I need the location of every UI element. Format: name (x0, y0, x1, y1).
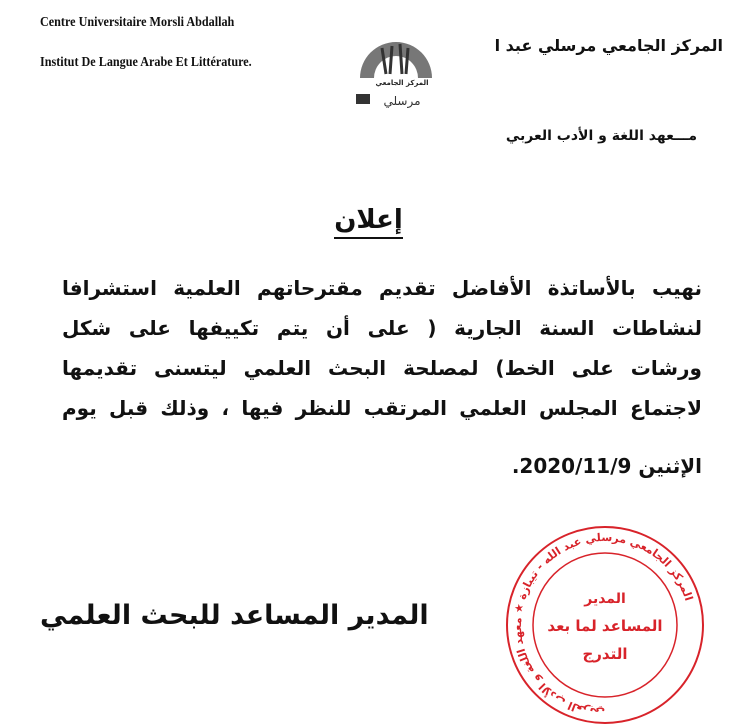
institute-name-fr: Institut De Langue Arabe Et Littérature. (40, 54, 252, 69)
svg-text:مرسلي: مرسلي (383, 94, 421, 108)
svg-text:التدرج: التدرج (582, 645, 628, 663)
document-title: إعلان (0, 205, 737, 235)
svg-text:المركز الجامعي: المركز الجامعي (375, 79, 429, 87)
svg-text:المساعد لما بعد: المساعد لما بعد (547, 617, 663, 635)
university-logo (352, 18, 440, 110)
body-line: لنشاطات السنة الجارية ( على أن يتم تكييفها على شكل (62, 316, 702, 340)
institute-name-ar: مـــعهد اللغة و الأدب العربي (505, 128, 697, 144)
body-line: ورشات على الخط) لمصلحة البحث العلمي ليتسنى تقديمها (62, 356, 702, 380)
body-line: نهيب بالأساتذة الأفاضل تقديم مقترحاتهم العلمية استشرافا (62, 276, 702, 300)
institution-name-ar: المركز الجامعي مرسلي عبد ا (494, 36, 723, 55)
institution-name-fr: Centre Universitaire Morsli Abdallah (40, 14, 235, 29)
body-line: لاجتماع المجلس العلمي المرتقب للنظر فيها ، وذلك قبل يوم (62, 396, 702, 420)
signature-title: المدير المساعد للبحث العلمي (40, 600, 429, 631)
body-date-line: الإثنين 2020/11/9. (511, 454, 702, 478)
official-stamp (505, 525, 705, 725)
announcement-body (62, 268, 702, 486)
svg-text:المدير: المدير (584, 591, 626, 607)
svg-text:المركز الجامعي مرسلي عبد الله: المركز الجامعي مرسلي عبد الله - تيبازة ★ معهد اللغة و الأدب العربي (510, 530, 696, 720)
